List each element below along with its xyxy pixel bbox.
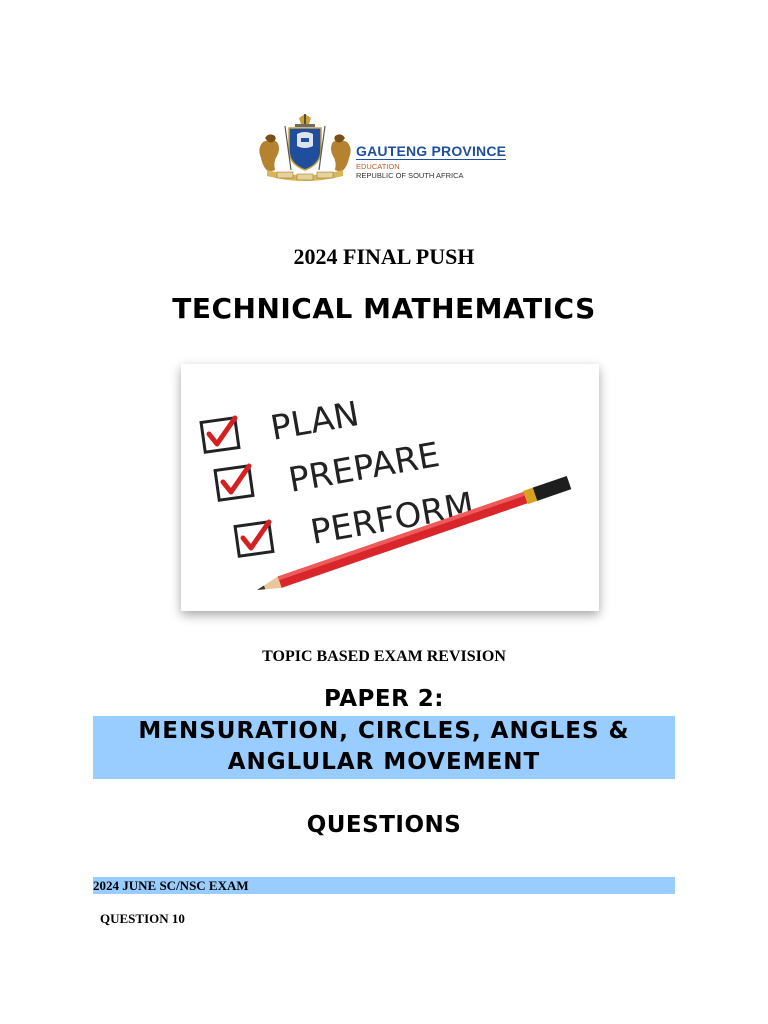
plan-prepare-perform-image [181,364,599,611]
coat-of-arms-icon [255,112,355,184]
questions-heading: QUESTIONS [306,812,462,838]
checkbox-icon [235,522,273,556]
final-push-title: 2024 FINAL PUSH [293,244,475,269]
hero-word-perform: PERFORM [307,484,477,553]
checkbox-icon [215,466,253,500]
question-label: QUESTION 10 [100,911,185,926]
exam-source-label: 2024 JUNE SC/NSC EXAM [93,878,249,893]
paper-heading: PAPER 2: [323,686,445,712]
checkbox-icon [201,418,239,452]
banner-line-1: MENSURATION, CIRCLES, ANGLES & [138,718,630,744]
country-name: REPUBLIC OF SOUTH AFRICA [356,171,464,180]
banner-line-2: ANGLULAR MOVEMENT [227,749,541,775]
exam-source-bar [93,877,675,894]
topic-banner [93,716,675,779]
topic-line: TOPIC BASED EXAM REVISION [262,648,506,665]
gauteng-logo [255,112,515,184]
subject-title: TECHNICAL MATHEMATICS [172,292,596,325]
hero-word-prepare: PREPARE [285,435,443,501]
hero-word-plan: PLAN [267,394,363,449]
province-name: GAUTENG PROVINCE [356,143,507,159]
department-name: EDUCATION [356,162,400,171]
